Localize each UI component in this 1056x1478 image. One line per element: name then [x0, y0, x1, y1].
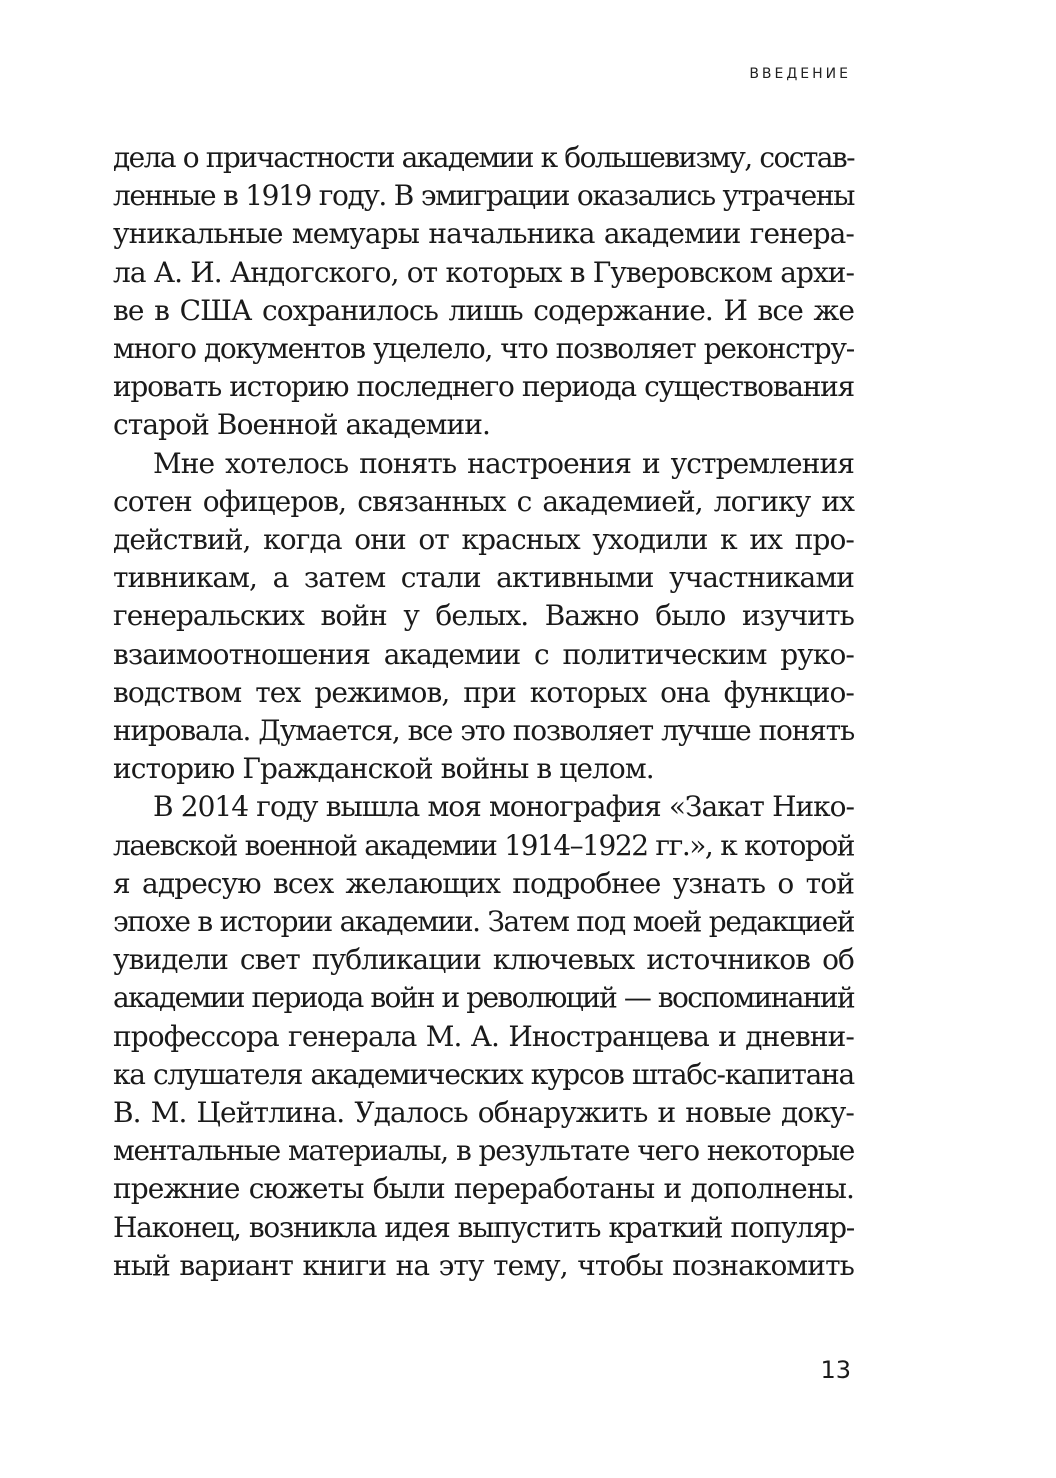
- text-line: ла А. И. Андогского, от которых в Гуверовском архи-: [113, 255, 854, 289]
- text-line: академии периода войн и революций — воспоминаний: [113, 981, 854, 1015]
- text-line: сотен офицеров, связанных с академией, логику их: [113, 484, 854, 518]
- text-line: лаевской военной академии 1914–1922 гг.», к которой: [113, 828, 854, 862]
- text-line: ве в США сохранилось лишь содержание. И все же: [113, 293, 854, 327]
- text-line: Мне хотелось понять настроения и устремления: [153, 446, 854, 480]
- text-line: ленные в 1919 году. В эмиграции оказались утрачены: [113, 179, 854, 213]
- text-line: дела о причастности академии к большевизму, состав-: [113, 141, 854, 174]
- text-line: В. М. Цейтлина. Удалось обнаружить и новые доку-: [113, 1096, 854, 1130]
- body-text: [113, 139, 854, 1285]
- running-head: ВВЕДЕНИЕ: [749, 66, 851, 82]
- text-line: старой Военной академии.: [113, 408, 491, 442]
- text-line: В 2014 году вышла моя монография «Закат Нико-: [153, 790, 854, 824]
- text-line: эпохе в истории академии. Затем под моей редакцией: [113, 905, 854, 939]
- text-line: ка слушателя академических курсов штабс-капитана: [113, 1057, 854, 1091]
- text-line: прежние сюжеты были переработаны и дополнены.: [113, 1172, 854, 1206]
- text-line: увидели свет публикации ключевых источников об: [113, 943, 854, 977]
- text-line: я адресую всех желающих подробнее узнать о той: [113, 866, 854, 900]
- page-number: 13: [820, 1356, 851, 1384]
- text-line: уникальные мемуары начальника академии генера-: [113, 217, 854, 251]
- text-line: действий, когда они от красных уходили к их про-: [113, 523, 854, 557]
- text-line: ментальные материалы, в результате чего некоторые: [113, 1134, 854, 1168]
- text-line: профессора генерала М. А. Иностранцева и дневни-: [113, 1019, 854, 1053]
- text-line: ный вариант книги на эту тему, чтобы познакомить: [113, 1248, 854, 1282]
- paragraph: [113, 139, 854, 445]
- text-line: взаимоотношения академии с политическим руко-: [113, 637, 854, 671]
- text-line: ировать историю последнего периода существования: [113, 370, 854, 404]
- text-line: водством тех режимов, при которых она функцио-: [113, 675, 854, 709]
- text-line: генеральских войн у белых. Важно было изучить: [113, 599, 854, 633]
- text-line: тивникам, а затем стали активными участниками: [113, 561, 854, 595]
- text-line: историю Гражданской войны в целом.: [113, 752, 654, 786]
- text-line: Наконец, возникла идея выпустить краткий популяр-: [113, 1210, 854, 1244]
- text-line: много документов уцелело, что позволяет реконстру-: [113, 332, 854, 366]
- text-line: нировала. Думается, все это позволяет лучше понять: [113, 714, 854, 748]
- paragraph: [113, 445, 854, 789]
- paragraph: [113, 788, 854, 1285]
